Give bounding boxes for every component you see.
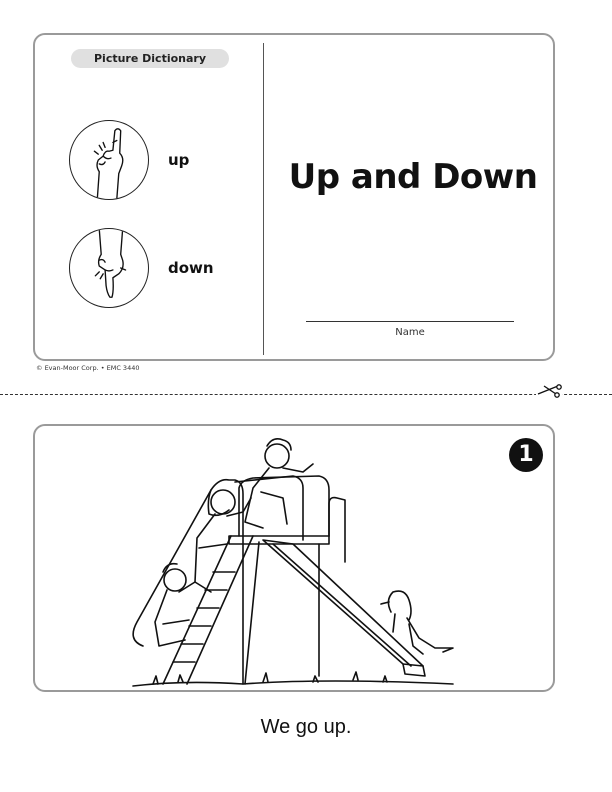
name-label: Name [395,327,425,338]
sign-word-up: up [168,151,190,169]
page-one-card [33,424,555,692]
name-line [306,321,514,322]
page-number-badge: 1 [509,438,543,472]
sign-word-down: down [168,259,214,277]
cover-divider [263,43,264,355]
page-caption: We go up. [260,716,352,738]
book-title: Up and Down [288,157,538,197]
cover-card [33,33,555,361]
children-climbing-slide-with-dog-illustration [123,432,473,688]
copyright-text: © Evan-Moor Corp. • EMC 3440 [36,364,140,372]
sign-down-hand-icon [69,228,149,308]
picture-dictionary-label: Picture Dictionary [71,49,229,68]
sign-up-hand-icon [69,120,149,200]
scissors-icon [536,382,562,398]
cut-line [0,394,612,395]
